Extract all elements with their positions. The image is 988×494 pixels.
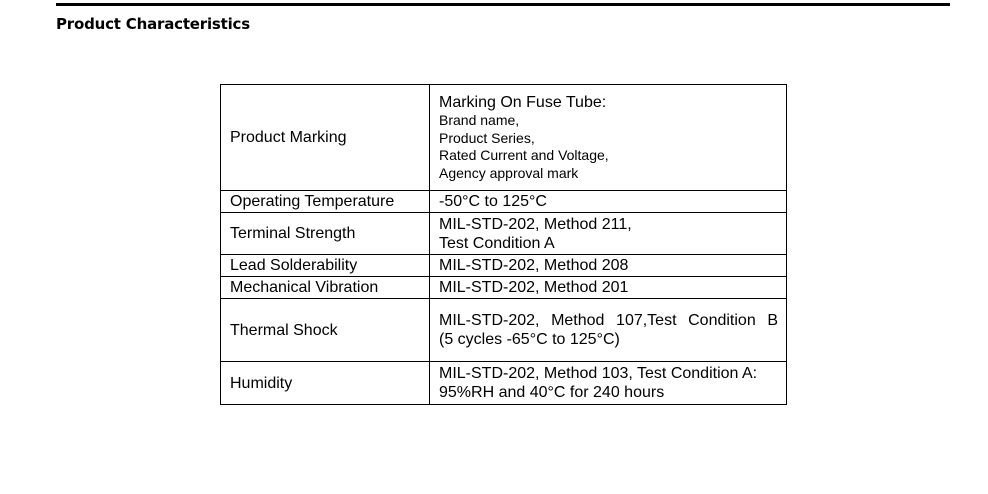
row-value: [430, 299, 787, 362]
section-heading: Product Characteristics: [56, 15, 250, 33]
table-row: [221, 191, 787, 213]
table-row: [221, 255, 787, 277]
value-line: MIL-STD-202, Method 107,Test Condition B: [439, 312, 778, 329]
value-line: Rated Current and Voltage,: [439, 147, 609, 163]
row-value: [430, 362, 787, 405]
table-row: [221, 362, 787, 405]
value-line: MIL-STD-202, Method 103, Test Condition A:: [439, 365, 758, 382]
row-label: Terminal Strength: [221, 213, 430, 255]
value-line: MIL-STD-202, Method 201: [439, 279, 629, 296]
value-line: -50°C to 125°C: [439, 193, 547, 210]
row-label: Operating Temperature: [221, 191, 430, 213]
row-value: [430, 85, 787, 191]
row-label: Thermal Shock: [221, 299, 430, 362]
table-row: [221, 85, 787, 191]
value-line: Product Series,: [439, 129, 535, 146]
table-row: [221, 277, 787, 299]
value-line: Test Condition A: [439, 234, 555, 252]
row-value: [430, 277, 787, 299]
row-label: Lead Solderability: [221, 255, 430, 277]
row-label: Product Marking: [221, 85, 430, 191]
row-value: [430, 191, 787, 213]
value-title: Marking On Fuse Tube:: [439, 94, 607, 111]
row-value: [430, 255, 787, 277]
table-row: [221, 213, 787, 255]
row-value: [430, 213, 787, 255]
table-row: [221, 299, 787, 362]
value-line: Agency approval mark: [439, 164, 579, 181]
value-line: MIL-STD-202, Method 211,: [439, 215, 632, 233]
value-line: (5 cycles -65°C to 125°C): [439, 331, 620, 348]
top-rule: [56, 3, 950, 6]
product-characteristics-table: [220, 84, 787, 405]
value-line: 95%RH and 40°C for 240 hours: [439, 384, 665, 401]
value-line: MIL-STD-202, Method 208: [439, 257, 629, 274]
row-label: Mechanical Vibration: [221, 277, 430, 299]
row-label: Humidity: [221, 362, 430, 405]
value-line: Brand name,: [439, 112, 520, 128]
